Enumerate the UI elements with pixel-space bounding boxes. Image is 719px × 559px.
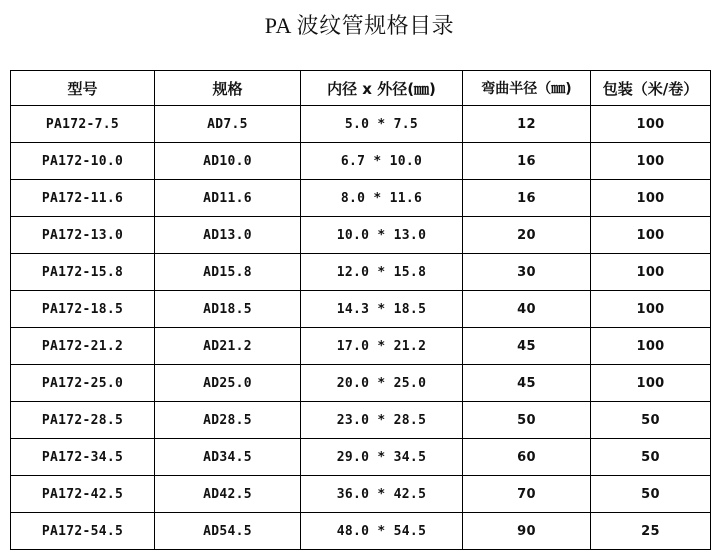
- cell-packaging: 50: [591, 439, 711, 476]
- cell-model: PA172-11.6: [11, 180, 155, 217]
- cell-bend-radius: 60: [463, 439, 591, 476]
- cell-model: PA172-42.5: [11, 476, 155, 513]
- cell-bend-radius: 45: [463, 365, 591, 402]
- cell-packaging: 100: [591, 180, 711, 217]
- cell-spec: AD15.8: [155, 254, 301, 291]
- cell-diameter: 20.0 * 25.0: [301, 365, 463, 402]
- cell-packaging: 100: [591, 106, 711, 143]
- table-row: [11, 402, 711, 439]
- cell-diameter: 14.3 * 18.5: [301, 291, 463, 328]
- column-header-diameter: 内径 x 外径(㎜): [301, 71, 463, 106]
- cell-model: PA172-13.0: [11, 217, 155, 254]
- cell-spec: AD21.2: [155, 328, 301, 365]
- cell-diameter: 6.7 * 10.0: [301, 143, 463, 180]
- cell-diameter: 23.0 * 28.5: [301, 402, 463, 439]
- cell-model: PA172-25.0: [11, 365, 155, 402]
- cell-diameter: 48.0 * 54.5: [301, 513, 463, 550]
- cell-spec: AD42.5: [155, 476, 301, 513]
- table-row: [11, 328, 711, 365]
- cell-spec: AD11.6: [155, 180, 301, 217]
- column-header-packaging: 包装（米/卷）: [591, 71, 711, 106]
- cell-model: PA172-54.5: [11, 513, 155, 550]
- cell-model: PA172-10.0: [11, 143, 155, 180]
- cell-diameter: 8.0 * 11.6: [301, 180, 463, 217]
- cell-diameter: 36.0 * 42.5: [301, 476, 463, 513]
- table-row: [11, 143, 711, 180]
- cell-spec: AD25.0: [155, 365, 301, 402]
- cell-model: PA172-7.5: [11, 106, 155, 143]
- column-header-bend-radius: 弯曲半径（㎜): [463, 71, 591, 106]
- cell-packaging: 100: [591, 365, 711, 402]
- column-header-spec: 规格: [155, 71, 301, 106]
- cell-spec: AD54.5: [155, 513, 301, 550]
- cell-packaging: 25: [591, 513, 711, 550]
- cell-packaging: 100: [591, 254, 711, 291]
- table-row: [11, 513, 711, 550]
- cell-spec: AD13.0: [155, 217, 301, 254]
- cell-spec: AD7.5: [155, 106, 301, 143]
- cell-packaging: 50: [591, 476, 711, 513]
- cell-bend-radius: 45: [463, 328, 591, 365]
- cell-bend-radius: 50: [463, 402, 591, 439]
- column-header-model: 型号: [11, 71, 155, 106]
- cell-diameter: 5.0 * 7.5: [301, 106, 463, 143]
- cell-spec: AD34.5: [155, 439, 301, 476]
- page-title: PA 波纹管规格目录: [264, 13, 455, 38]
- table-header-row: [11, 71, 711, 106]
- cell-bend-radius: 30: [463, 254, 591, 291]
- cell-model: PA172-15.8: [11, 254, 155, 291]
- cell-bend-radius: 70: [463, 476, 591, 513]
- table-row: [11, 254, 711, 291]
- cell-packaging: 100: [591, 291, 711, 328]
- cell-packaging: 100: [591, 143, 711, 180]
- cell-diameter: 29.0 * 34.5: [301, 439, 463, 476]
- table-row: [11, 180, 711, 217]
- cell-model: PA172-28.5: [11, 402, 155, 439]
- table-row: [11, 439, 711, 476]
- table-body: [11, 106, 711, 550]
- cell-packaging: 50: [591, 402, 711, 439]
- cell-diameter: 12.0 * 15.8: [301, 254, 463, 291]
- table-row: [11, 476, 711, 513]
- table-row: [11, 217, 711, 254]
- specification-table: [10, 70, 711, 550]
- cell-bend-radius: 16: [463, 180, 591, 217]
- cell-model: PA172-34.5: [11, 439, 155, 476]
- cell-model: PA172-21.2: [11, 328, 155, 365]
- cell-bend-radius: 16: [463, 143, 591, 180]
- cell-spec: AD10.0: [155, 143, 301, 180]
- table-row: [11, 291, 711, 328]
- cell-spec: AD28.5: [155, 402, 301, 439]
- cell-diameter: 17.0 * 21.2: [301, 328, 463, 365]
- cell-spec: AD18.5: [155, 291, 301, 328]
- cell-bend-radius: 20: [463, 217, 591, 254]
- cell-bend-radius: 90: [463, 513, 591, 550]
- cell-bend-radius: 40: [463, 291, 591, 328]
- cell-diameter: 10.0 * 13.0: [301, 217, 463, 254]
- table-row: [11, 365, 711, 402]
- cell-model: PA172-18.5: [11, 291, 155, 328]
- cell-packaging: 100: [591, 328, 711, 365]
- cell-bend-radius: 12: [463, 106, 591, 143]
- table-row: [11, 106, 711, 143]
- cell-packaging: 100: [591, 217, 711, 254]
